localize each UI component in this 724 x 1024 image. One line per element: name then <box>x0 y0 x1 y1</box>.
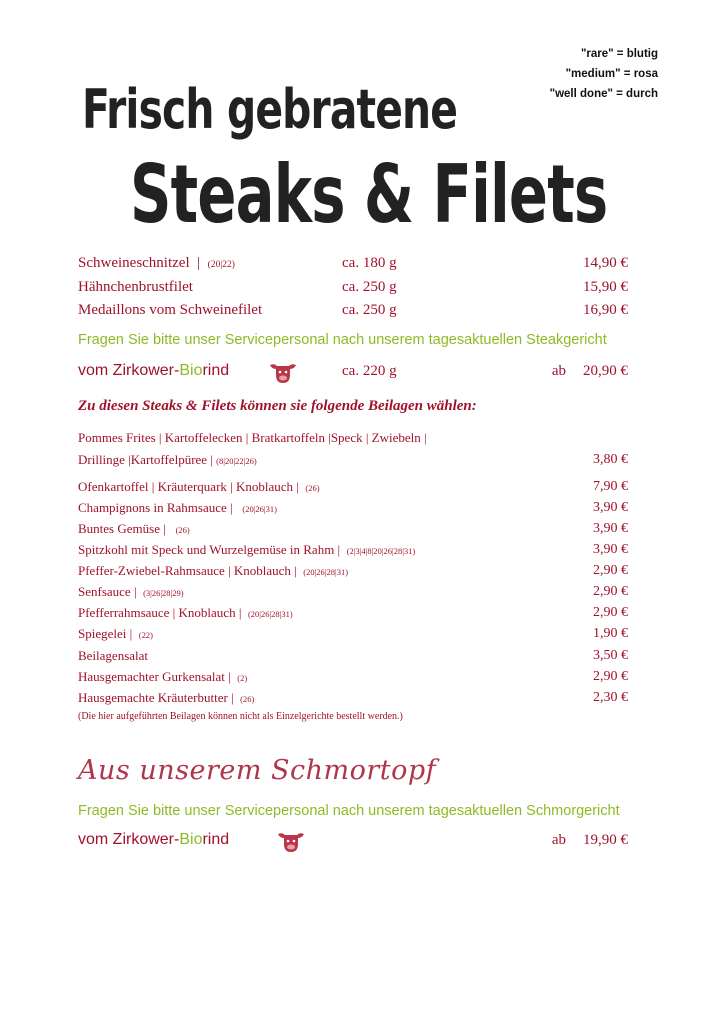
cow-logo-icon <box>268 359 298 385</box>
side-name: Hausgemachter Gurkensalat | (2) <box>78 669 248 684</box>
side-name: Pfefferrahmsauce | Knoblauch | (20|26|28|31) <box>78 605 293 620</box>
doneness-well-done: "well done" = durch <box>549 88 658 100</box>
title-line-2: Steaks & Filets <box>130 148 608 241</box>
item-price: 19,90 € <box>583 832 628 848</box>
allergen-codes: (26) <box>305 483 320 493</box>
price-from-label: ab <box>551 363 566 379</box>
side-name: Champignons in Rahmsauce | (20|26|31) <box>78 500 277 515</box>
side-price: 3,90 € <box>593 521 628 536</box>
cow-logo-icon <box>276 828 306 854</box>
side-name: Pommes Frites | Kartoffelecken | Bratkartoffeln |Speck | Zwiebeln | <box>78 430 427 445</box>
allergen-codes: (8|20|22|26) <box>216 456 257 466</box>
item-weight: ca. 180 g <box>342 255 397 271</box>
doneness-medium: "medium" = rosa <box>565 68 658 80</box>
zirkower-label: vom Zirkower-Biorind <box>78 831 230 848</box>
allergen-codes: (2|3|4|8|20|26|28|31) <box>346 546 416 556</box>
side-name: Buntes Gemüse | (26) <box>78 521 190 536</box>
sides-heading: Zu diesen Steaks & Filets können sie folgende Beilagen wählen: <box>78 398 477 414</box>
side-price: 2,90 € <box>593 563 628 578</box>
sides-note: (Die hier aufgeführten Beilagen können nicht als Einzelgerichte bestellt werden.) <box>78 711 403 722</box>
side-price: 3,50 € <box>593 648 628 663</box>
allergen-codes: (3|26|28|29) <box>143 588 184 598</box>
side-name: Beilagensalat <box>78 648 149 663</box>
item-weight: ca. 250 g <box>342 302 397 318</box>
side-price: 1,90 € <box>593 626 628 641</box>
allergen-codes: (26) <box>175 525 190 535</box>
allergen-codes: (2) <box>237 673 248 683</box>
item-weight: ca. 250 g <box>342 279 397 295</box>
doneness-legend <box>550 44 658 104</box>
side-name: Senfsauce | (3|26|28|29) <box>78 584 184 599</box>
item-name: Hähnchenbrustfilet <box>78 279 193 295</box>
item-price: 16,90 € <box>583 302 628 318</box>
side-price: 2,90 € <box>593 605 628 620</box>
side-price: 2,30 € <box>593 690 628 705</box>
side-name: Pfeffer-Zwiebel-Rahmsauce | Knoblauch | (20|26|28|31) <box>78 563 349 578</box>
allergen-codes: (20|26|28|31) <box>247 609 293 619</box>
price-from-label: ab <box>551 832 566 848</box>
side-price: 3,90 € <box>593 500 628 515</box>
side-name: Spiegelei | (22) <box>78 626 153 641</box>
item-price: 14,90 € <box>583 255 628 271</box>
item-weight: ca. 220 g <box>342 363 397 379</box>
item-price: 15,90 € <box>583 279 628 295</box>
zirkower-label: vom Zirkower-Biorind <box>78 362 230 379</box>
side-price: 7,90 € <box>593 479 628 494</box>
schmortopf-heading: Aus unserem Schmortopf <box>78 755 437 786</box>
side-price: 3,90 € <box>593 542 628 557</box>
allergen-codes: (22) <box>138 630 153 640</box>
side-name: Hausgemachte Kräuterbutter | (26) <box>78 690 255 705</box>
side-name: Spitzkohl mit Speck und Wurzelgemüse in Rahm | (2|3|4|8|20|26|28|31) <box>78 542 416 557</box>
ask-staff-steak: Fragen Sie bitte unser Servicepersonal nach unserem tagesaktuellen Steakgericht <box>78 332 607 348</box>
side-name: Ofenkartoffel | Kräuterquark | Knoblauch | (26) <box>78 479 320 494</box>
side-price: 2,90 € <box>593 584 628 599</box>
allergen-codes: (26) <box>240 694 255 704</box>
side-price: 3,80 € <box>593 452 628 467</box>
allergen-codes: (20|26|28|31) <box>303 567 349 577</box>
item-name: Medaillons vom Schweinefilet <box>78 302 263 318</box>
side-price: 2,90 € <box>593 669 628 684</box>
side-name: Drillinge |Kartoffelpüree | (8|20|22|26) <box>78 452 257 467</box>
ask-staff-schmor: Fragen Sie bitte unser Servicepersonal nach unserem tagesaktuellen Schmorgericht <box>78 803 620 819</box>
item-price: 20,90 € <box>583 363 628 379</box>
allergen-codes: (20|26|31) <box>242 504 277 514</box>
title-line-1: Frisch gebratene <box>82 78 458 141</box>
doneness-rare: "rare" = blutig <box>580 48 658 60</box>
allergen-codes: (20|22) <box>207 260 235 270</box>
item-name: Schweineschnitzel | (20|22) <box>78 255 235 271</box>
